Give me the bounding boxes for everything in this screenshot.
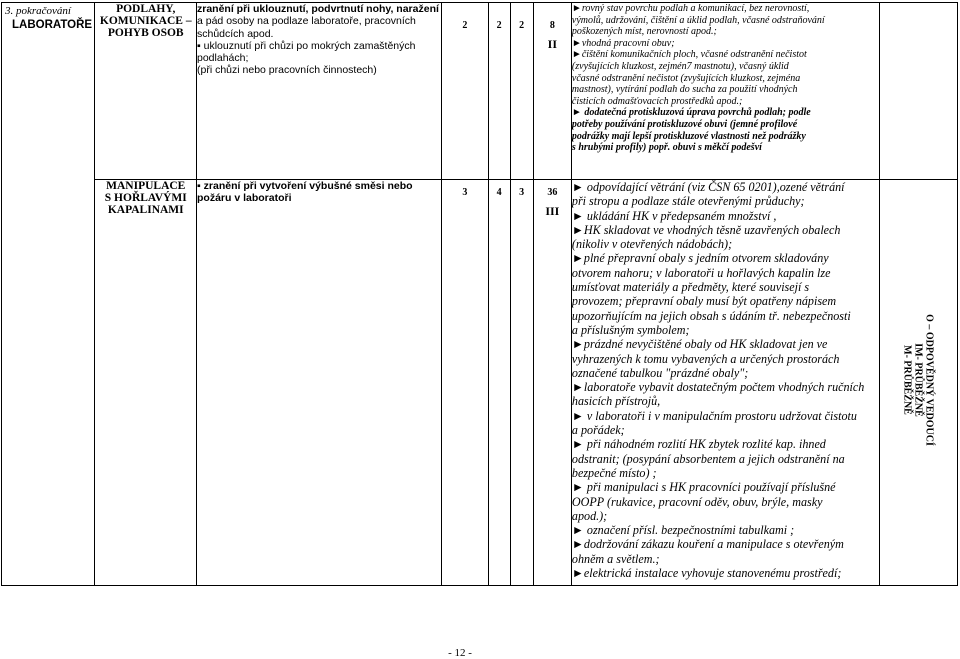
measure-line: s hrubými profily) popř. obuvi s měkčí podešví xyxy=(571,142,762,154)
measure-line: hasicích přístrojů, xyxy=(571,394,661,409)
group-cell xyxy=(95,180,197,586)
hazard-line: ▪ zranění při vytvoření výbušné směsi nebo xyxy=(197,180,413,192)
hazard-cell xyxy=(197,180,442,586)
table-row xyxy=(2,3,958,180)
measure-line: ohněm a světlem.; xyxy=(571,551,660,566)
group-cell xyxy=(95,3,197,180)
severity-value: 2 xyxy=(488,3,510,180)
group-line: KAPALINAMI xyxy=(107,204,184,216)
measure-line: ► při náhodném rozlití HK zbytek rozlité kap. ihned xyxy=(571,437,826,452)
measure-line: odstranit; (posypání absorbentem a jejich odstranění na xyxy=(571,451,845,466)
hazard-line: ▪ uklouznutí při chůzi po mokrých zamaštěných xyxy=(197,39,416,52)
detection-value: 2 xyxy=(510,3,533,180)
group-line: POHYB OSOB xyxy=(107,27,184,39)
measure-line: provozem; přepravní obaly musí být opatřeny nápisem xyxy=(571,294,837,309)
responsible-cell-empty xyxy=(879,3,957,180)
measure-line: OOPP (rukavice, pracovní oděv, obuv, brýle, masky xyxy=(571,494,823,509)
measure-line: ► označení přísl. bezpečnostními tabulkami ; xyxy=(571,523,795,538)
measure-line: potřeby používání protiskluzové obuvi (jemné profilové xyxy=(571,118,798,130)
measure-line: označené tabulkou "prázdné obaly"; xyxy=(571,365,749,380)
measure-line: vyhrazených k tomu vybavených a určených prostorách xyxy=(571,351,840,366)
responsible-line: O – ODPOVĚDNÝ VEDOUCÍ xyxy=(923,314,935,446)
section-name: LABORATOŘE xyxy=(12,19,93,31)
measure-line: ►rovný stav povrchu podlah a komunikací, bez nerovností, xyxy=(571,3,810,14)
measure-line: podrážky mají lepší protiskluzové vlastnosti než podrážky xyxy=(571,130,806,142)
detection-value: 3 xyxy=(510,180,533,586)
hazard-cell xyxy=(197,3,442,180)
hazard-title: zranění při uklouznutí, podvrtnutí nohy, naražení xyxy=(197,3,439,15)
measure-line: ►elektrická instalace vyhovuje stanovenému prostředí; xyxy=(571,566,842,581)
measure-line: ►vhodná pracovní obuv; xyxy=(571,37,675,49)
responsible-cell xyxy=(879,180,957,586)
severity-value: 4 xyxy=(488,180,510,586)
table-row xyxy=(2,180,958,586)
measure-line: ► při manipulaci s HK pracovníci používají příslušné xyxy=(571,480,836,495)
measure-line: ►HK skladovat ve vhodných těsně uzavřených obalech xyxy=(571,222,841,237)
measures-cell xyxy=(571,180,879,586)
measure-line: ►dodržování zákazu kouření a manipulace s otevřeným xyxy=(571,537,844,552)
measure-line: bezpečné místo) ; xyxy=(571,465,657,480)
measure-line: ► v laboratoři i v manipulačním prostoru udržovat čistotu xyxy=(571,408,857,423)
section-number: 3. pokračování xyxy=(5,5,71,17)
measure-line: včasné odstranění nečistot (zvyšujících kluzkost, zejména xyxy=(571,72,801,84)
risk-score: 8 xyxy=(549,20,555,31)
hazard-line: požáru v laboratoři xyxy=(197,192,292,205)
risk-category: II xyxy=(547,37,557,51)
measure-line: ►čištění komunikačních ploch, včasné odstranění nečistot xyxy=(571,49,807,61)
hazard-line: schůdcích apod. xyxy=(197,27,274,40)
measure-line: (zvyšujících kluzkost, zejmén7 mastnotu), včasný úklid xyxy=(571,60,789,72)
probability-value: 3 xyxy=(442,180,488,586)
group-line: KOMUNIKACE – xyxy=(99,15,192,27)
group-line: S HOŘLAVÝMI xyxy=(104,192,187,204)
measure-line: mastnost), vytírání podlah do sucha za použití vhodných xyxy=(571,84,798,96)
measure-line: a příslušným symbolem; xyxy=(571,322,690,337)
measure-line: apod.); xyxy=(571,508,608,523)
measure-line: ► odpovídající větrání (viz ČSN 65 0201),ozené větrání xyxy=(571,180,845,194)
measure-line: ►plné přepravní obaly s jedním otvorem skladovány xyxy=(571,251,829,266)
measure-line: ►laboratoře vybavit dostatečným počtem vhodných ručních xyxy=(571,380,865,395)
measure-line: umísťovat materiály a předměty, které souvisejí s xyxy=(571,280,810,295)
risk-score-cell xyxy=(533,180,571,586)
measure-line: upozorňujícím na jejich obsah s údáním tř. nebezpečnosti xyxy=(571,308,851,323)
measure-line: ►prázdné nevyčištěné obaly od HK skladovat jen ve xyxy=(571,337,828,352)
risk-score: 36 xyxy=(547,187,558,198)
risk-assessment-table xyxy=(1,2,958,586)
responsible-wrap xyxy=(880,180,957,580)
hazard-line: (při chůzi nebo pracovních činnostech) xyxy=(197,64,377,77)
section-cell xyxy=(2,3,95,586)
hazard-line: a pád osoby na podlaze laboratoře, pracovních xyxy=(197,15,416,28)
measure-line: ► dodatečná protiskluzová úprava povrchů podlah; podle xyxy=(571,107,811,119)
group-line: PODLAHY, xyxy=(116,3,176,15)
measure-line: otvorem nahoru; v laboratoři u hořlavých kapalin lze xyxy=(571,265,831,280)
responsible-text xyxy=(902,314,935,446)
group-line: MANIPULACE xyxy=(106,180,186,192)
measure-line: (nikoliv v otevřených nádobách); xyxy=(571,237,733,252)
page-number: - 12 - xyxy=(448,647,472,659)
measures-cell xyxy=(571,3,879,180)
measure-line: čisticích odmašťovacích prostředků apod.; xyxy=(571,95,743,107)
responsible-line: IM- PRŮBĚŽNĚ xyxy=(912,343,924,417)
hazard-line: podlahách; xyxy=(197,52,249,65)
measure-line: výmolů, udržování, čištění a úklid podlah, včasné odstraňování xyxy=(571,14,825,26)
measure-line: při stropu a podlaze stále otevřenými průduchy; xyxy=(571,194,805,209)
responsible-line: M- PRŮBĚŽNĚ xyxy=(901,345,913,415)
risk-score-cell xyxy=(533,3,571,180)
measure-line: ► ukládání HK v předepsaném množství , xyxy=(571,208,777,223)
measure-line: a pořádek; xyxy=(571,423,625,438)
probability-value: 2 xyxy=(442,3,488,180)
measure-line: poškozených míst, nerovností apod.; xyxy=(571,26,717,38)
risk-category: III xyxy=(545,204,560,218)
